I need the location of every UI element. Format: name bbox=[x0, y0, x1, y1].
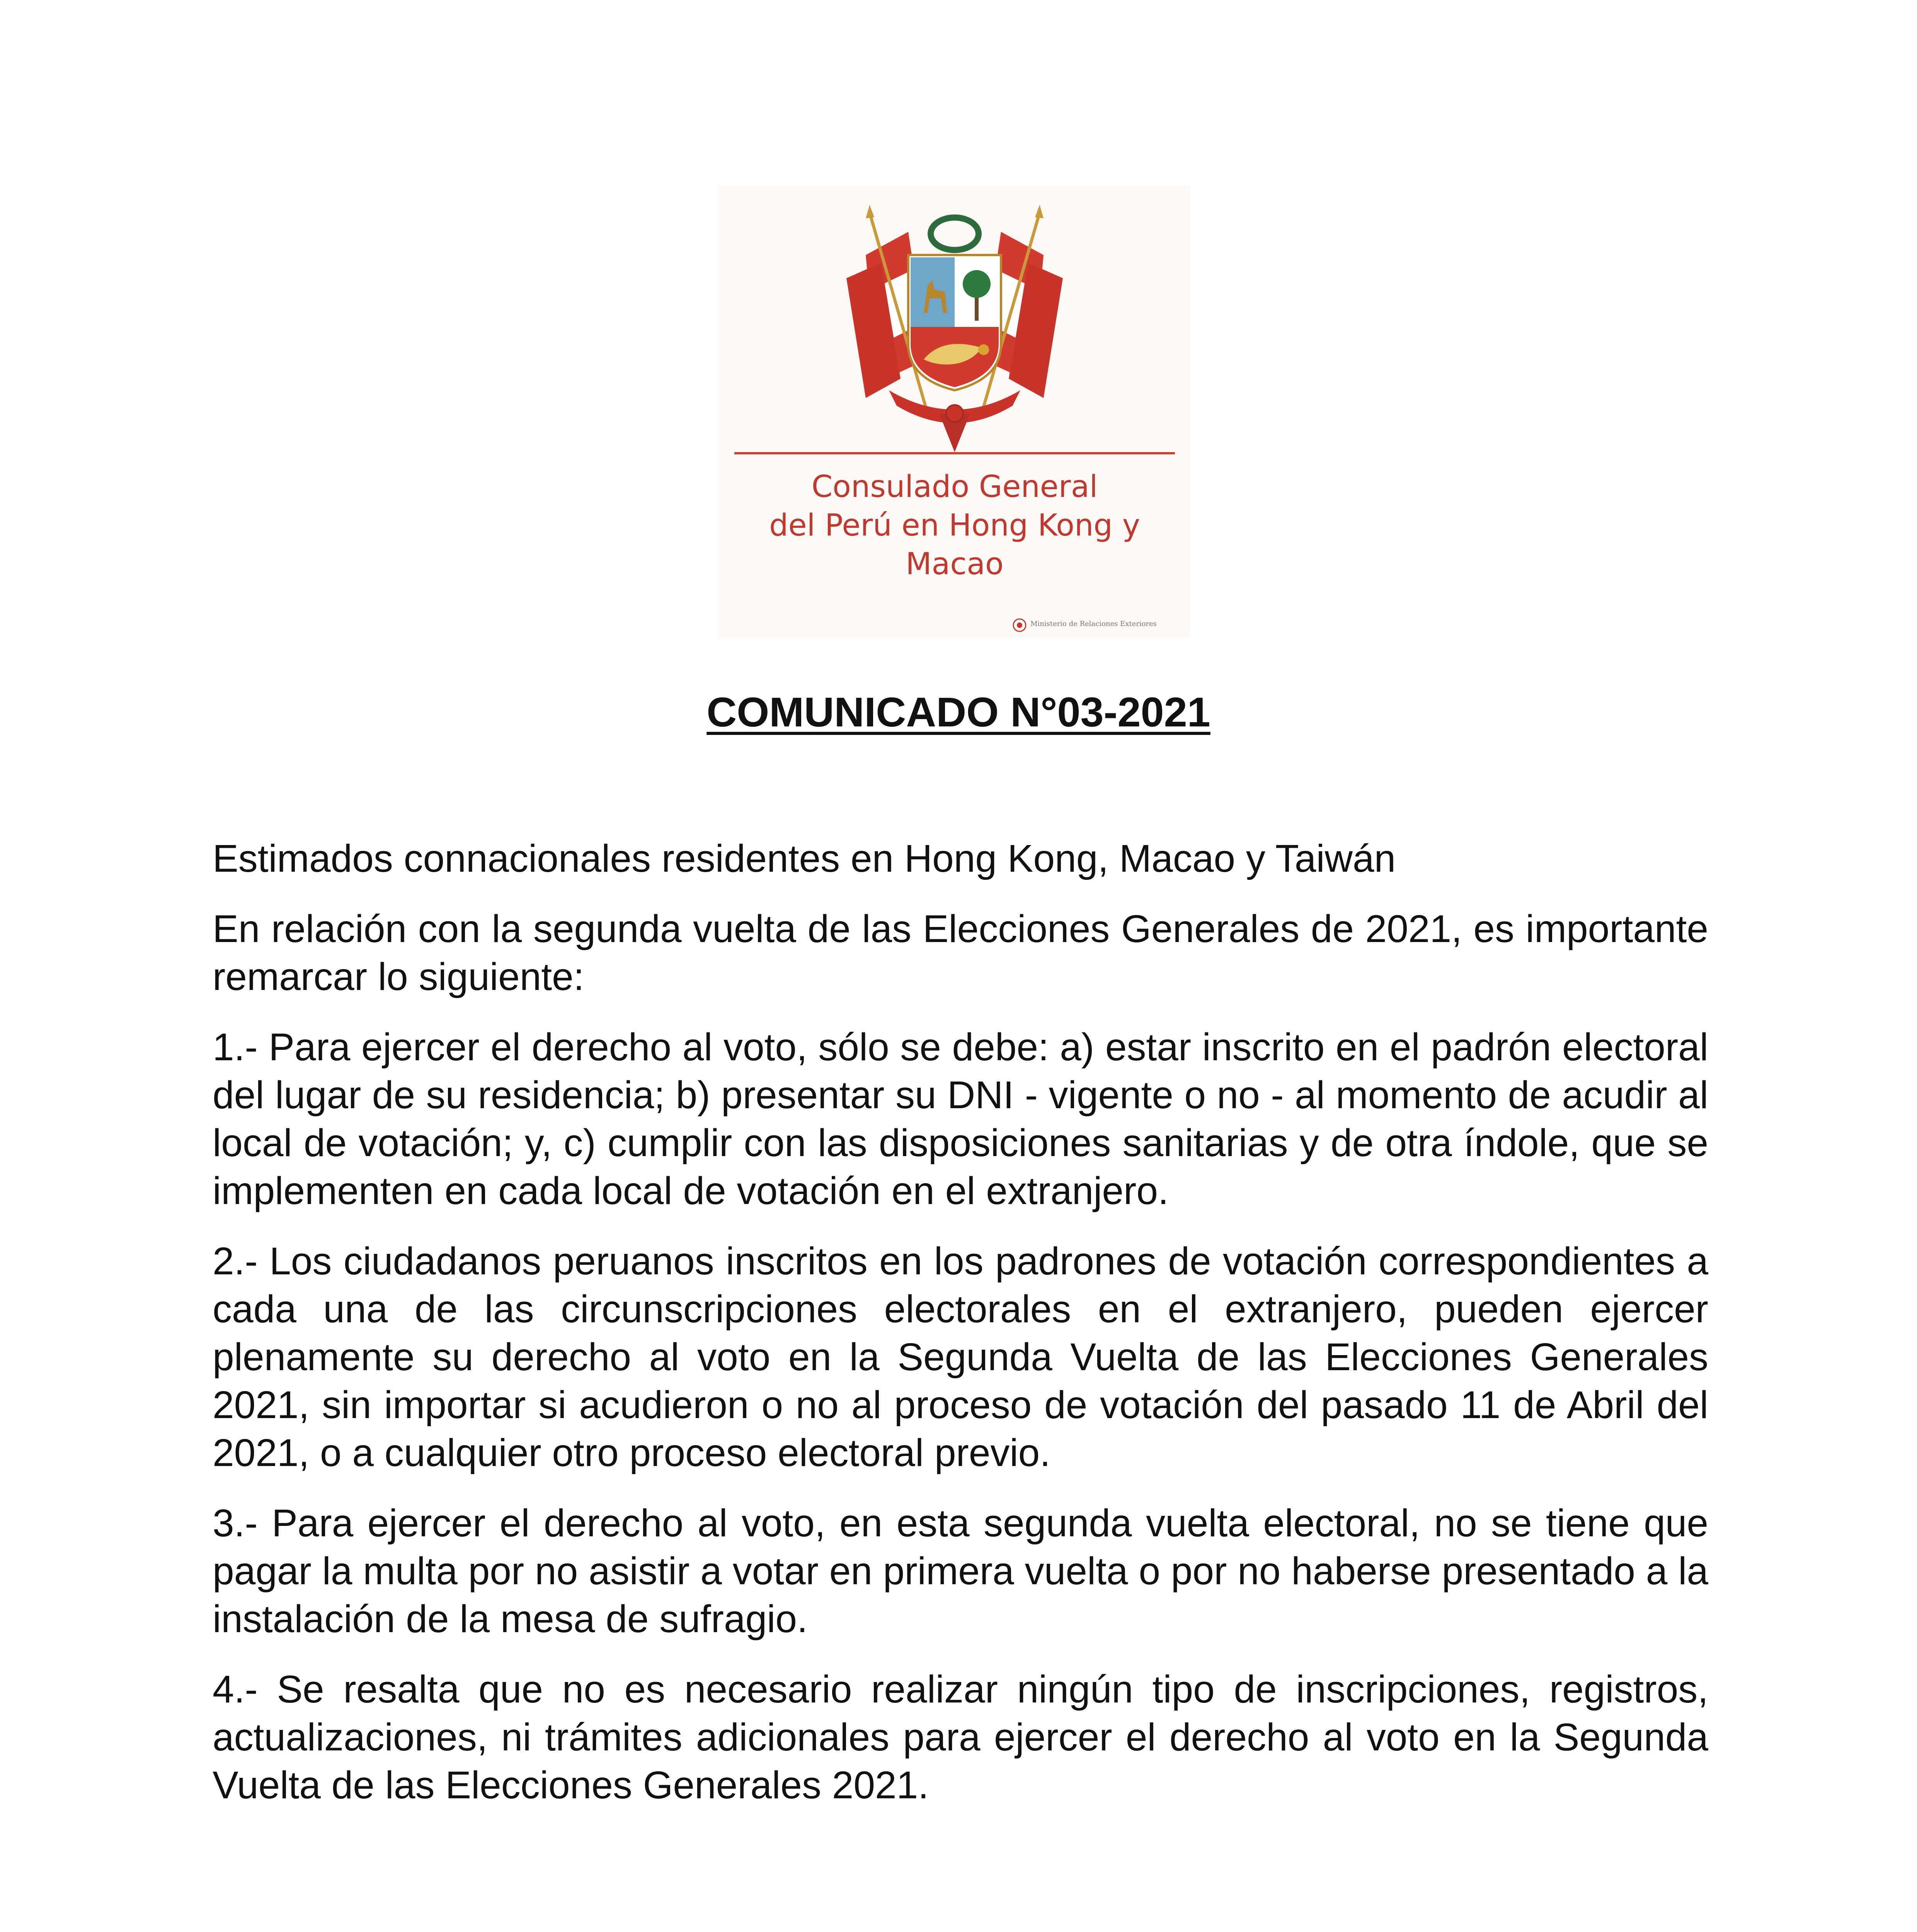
consulate-name-line3: Macao bbox=[906, 547, 1004, 582]
point-4: 4.- Se resalta que no es necesario realizar ningún tipo de inscripciones, registros, actualizaciones, ni trámites adicionales para ejercer el derecho al voto en la Segunda Vuelta de las Elecciones Generales 2021. bbox=[213, 1668, 1708, 1807]
consulate-name bbox=[719, 468, 1190, 583]
point-2: 2.- Los ciudadanos peruanos inscritos en los padrones de votación correspondientes a cada una de las circunscripciones electorales en el extranjero, pueden ejercer plenamente su derecho al voto en la Segunda Vuelta de las Elecciones Generales 2021, sin importar si acudieron o no al proceso de votación del pasado 11 de Abril del 2021, o a cualquier otro proceso electoral previo. bbox=[213, 1240, 1708, 1475]
ministry-seal-icon bbox=[1013, 618, 1027, 632]
document-body bbox=[213, 835, 1708, 1832]
consulate-name-line2: del Perú en Hong Kong y bbox=[769, 508, 1140, 543]
ministry-logo bbox=[1013, 618, 1175, 634]
document-title: COMUNICADO N°03-2021 bbox=[707, 689, 1210, 735]
peru-coat-of-arms-icon bbox=[812, 197, 1098, 460]
letterhead-divider bbox=[734, 452, 1175, 454]
ministry-label: Ministerio de Relaciones Exteriores bbox=[1030, 620, 1157, 628]
consulate-name-line1: Consulado General bbox=[811, 469, 1098, 504]
point-3: 3.- Para ejercer el derecho al voto, en esta segunda vuelta electoral, no se tiene que pagar la multa por no asistir a votar en primera vuelta o por no haberse presentado a la instalación de la mesa de sufragio. bbox=[213, 1502, 1708, 1641]
intro-paragraph: En relación con la segunda vuelta de las Elecciones Generales de 2021, es importante remarcar lo siguiente: bbox=[213, 907, 1708, 998]
point-1: 1.- Para ejercer el derecho al voto, sólo se debe: a) estar inscrito en el padrón electoral del lugar de su residencia; b) presentar su DNI - vigente o no - al momento de acudir al local de votación; y, c) cumplir con las disposiciones sanitarias y de otra índole, que se implementen en cada local de votación en el extranjero. bbox=[213, 1026, 1708, 1213]
consulate-letterhead bbox=[719, 185, 1190, 638]
greeting: Estimados connacionales residentes en Hong Kong, Macao y Taiwán bbox=[213, 837, 1396, 880]
